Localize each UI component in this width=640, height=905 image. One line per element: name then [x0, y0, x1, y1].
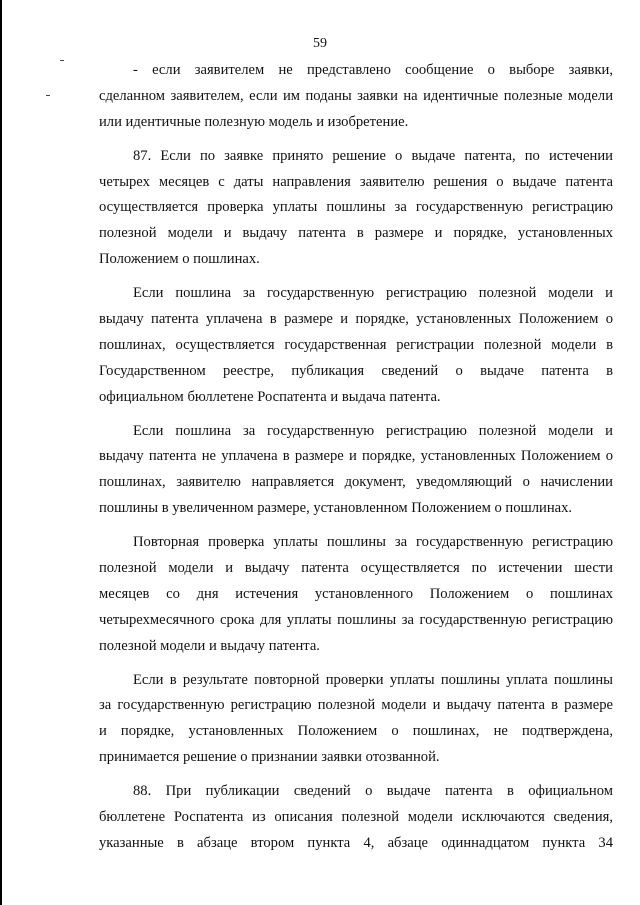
- paragraph-line: принимается решение о признании заявки отозванной.: [99, 749, 440, 766]
- page-number: 59: [313, 36, 327, 51]
- margin-mark: [46, 95, 50, 96]
- paragraph-line: или идентичные полезную модель и изобретение.: [99, 113, 409, 130]
- paragraph-line: и порядке, установленных Положением о пошлинах, не подтверждена,: [99, 723, 613, 740]
- paragraph-line: Государственном реестре, публикация сведений о выдаче патента в: [99, 362, 613, 379]
- paragraph: [99, 668, 613, 772]
- paragraph-line: полезной модели и выдачу патента.: [99, 637, 320, 654]
- paragraph-line: пошлинах, осуществляется государственная регистрации полезной модели в: [99, 336, 613, 353]
- paragraph-line: 87. Если по заявке принято решение о выдаче патента, по истечении: [133, 147, 613, 164]
- paragraph-line: полезной модели и выдачу патента осуществляется по истечении шести: [99, 560, 613, 577]
- paragraph-line: четырехмесячного срока для уплаты пошлины за государственную регистрацию: [99, 611, 613, 628]
- paragraph-line: Если пошлина за государственную регистрацию полезной модели и: [133, 285, 613, 302]
- paragraph: [99, 419, 613, 523]
- paragraph-line: полезной модели и выдачу патента в размере и порядке, установленных: [99, 225, 613, 242]
- paragraph-line: Повторная проверка уплаты пошлины за государственную регистрацию: [133, 534, 613, 551]
- paragraph: [99, 144, 613, 273]
- paragraph-line: Если пошлина за государственную регистрацию полезной модели и: [133, 422, 613, 439]
- paragraph-line: четырех месяцев с даты направления заявителю решения о выдаче патента: [99, 173, 613, 190]
- paragraph: [99, 58, 613, 136]
- paragraph-line: месяцев со дня истечения установленного Положением о пошлинах: [99, 585, 613, 602]
- scan-edge-line: [0, 0, 2, 905]
- paragraph: [99, 281, 613, 410]
- paragraph: [99, 779, 613, 857]
- paragraph-line: сделанном заявителем, если им поданы заявки на идентичные полезные модели: [99, 87, 613, 104]
- margin-mark: [60, 60, 64, 61]
- paragraph-line: осуществляется проверка уплаты пошлины за государственную регистрацию: [99, 199, 613, 216]
- paragraph-line: за государственную регистрацию полезной модели и выдачу патента в размере: [99, 697, 613, 714]
- paragraph-line: указанные в абзаце втором пункта 4, абзаце одиннадцатом пункта 34: [99, 834, 613, 851]
- paragraph-line: выдачу патента уплачена в размере и порядке, установленных Положением о: [99, 311, 613, 328]
- paragraph-line: пошлины в увеличенном размере, установленном Положением о пошлинах.: [99, 500, 573, 517]
- document-body: [99, 58, 613, 857]
- paragraph-line: официальном бюллетене Роспатента и выдача патента.: [99, 388, 441, 405]
- paragraph-line: выдачу патента не уплачена в размере и порядке, установленных Положением о: [99, 448, 613, 465]
- paragraph-line: пошлинах, заявителю направляется документ, уведомляющий о начислении: [99, 474, 613, 491]
- paragraph-line: - если заявителем не представлено сообщение о выборе заявки,: [133, 62, 613, 78]
- paragraph-line: Если в результате повторной проверки уплаты пошлины уплата пошлины: [133, 671, 613, 688]
- paragraph-line: Положением о пошлинах.: [99, 251, 260, 268]
- paragraph-line: бюллетене Роспатента из описания полезной модели исключаются сведения,: [99, 809, 613, 826]
- paragraph-line: 88. При публикации сведений о выдаче патента в официальном: [133, 783, 613, 800]
- paragraph: [99, 530, 613, 659]
